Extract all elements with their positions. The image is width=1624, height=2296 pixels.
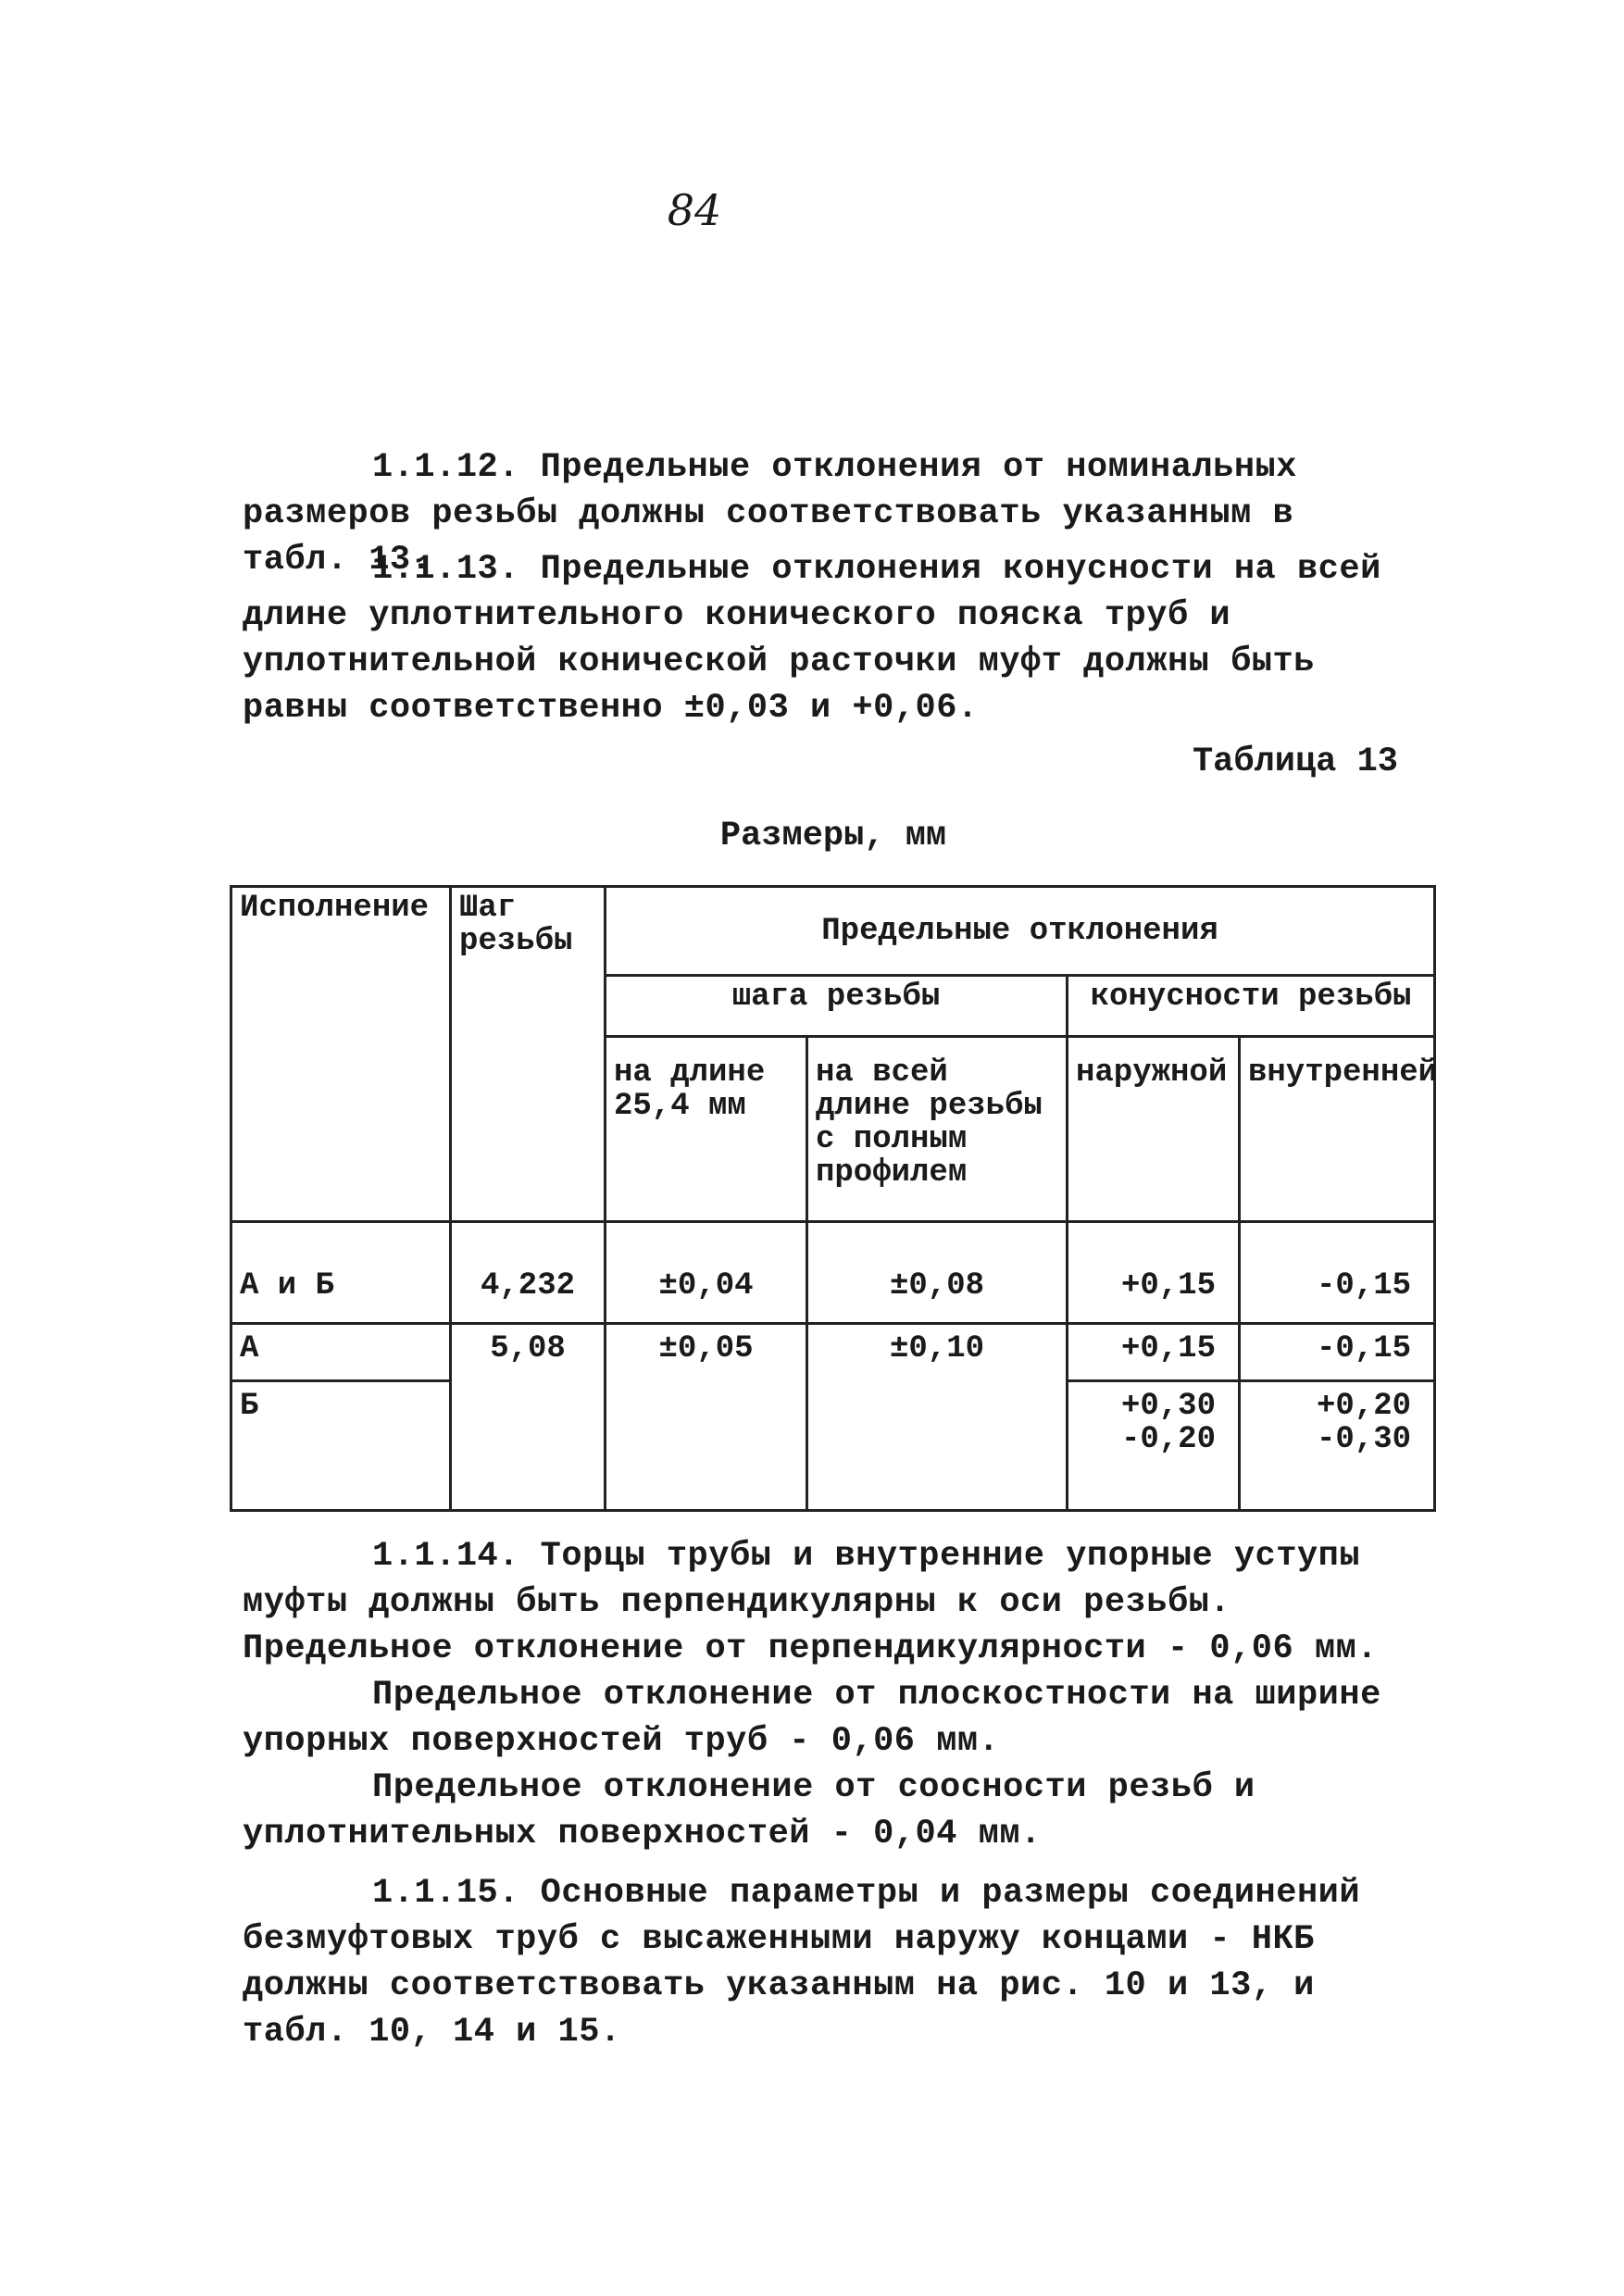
table-header-row-1 [231,887,1435,976]
taper-outer-upper: +0,30 [1120,1389,1216,1424]
header-pitch-group: шага резьбы [606,976,1068,1037]
cell-dev-25-4 [606,1381,807,1511]
cell-execution: Б [231,1381,451,1511]
header-taper-group: конусности резьбы [1068,976,1435,1037]
table-caption: Таблица 13 [1192,742,1398,781]
header-limit-deviations: Предельные отклонения [606,887,1435,976]
cell-pitch [451,1381,606,1511]
cell-pitch: 4,232 [451,1222,606,1324]
page-number: 84 [667,185,722,235]
cell-dev-25-4: ±0,05 [606,1324,807,1381]
table-row [231,1381,1435,1511]
paragraph-coaxiality: Предельное отклонение от соосности резьб и уплотнительных поверхностей - 0,04 мм. [243,1768,1255,1853]
header-pitch-full: на всей длине резьбы с полным профилем [807,1037,1068,1222]
cell-dev-full: ±0,10 [807,1324,1068,1381]
cell-pitch: 5,08 [451,1324,606,1381]
paragraph-1-1-12: 1.1.12. Предельные отклонения от номинальных размеров резьбы должны соответствовать указанным в табл. 13. [243,448,1297,580]
table-row [231,1222,1435,1324]
cell-taper-outer: +0,15 [1068,1324,1240,1381]
cell-dev-full [807,1381,1068,1511]
cell-execution: А [231,1324,451,1381]
header-taper-outer: наружной [1068,1037,1240,1222]
paragraph-flatness: Предельное отклонение от плоскостности на ширине упорных поверхностей труб - 0,06 мм. [243,1676,1381,1761]
cell-taper-inner: -0,15 [1240,1324,1435,1381]
tolerance-table [230,885,1436,1512]
header-pitch-25-4: на длине 25,4 мм [606,1037,807,1222]
taper-outer-lower: -0,20 [1120,1422,1216,1457]
cell-taper-inner [1240,1381,1435,1511]
header-execution: Исполнение [231,887,451,1222]
paragraph-1-1-14: 1.1.14. Торцы трубы и внутренние упорные уступы муфты должны быть перпендикулярны к оси резьбы. Предельное отклонение от перпендикулярности - 0,06 мм. [243,1537,1378,1668]
paragraph-1-1-15: 1.1.15. Основные параметры и размеры соединений безмуфтовых труб с высаженными наружу концами - НКБ должны соответствовать указанным на рис. 10 и 13, и табл. 10, 14 и 15. [243,1874,1361,2052]
header-thread-pitch: Шаг резьбы [451,887,606,1222]
cell-taper-outer [1068,1381,1240,1511]
paragraph-1-1-13: 1.1.13. Предельные отклонения конусности на всей длине уплотнительного конического пояска труб и уплотнительной конической расточки муфт должны быть равны соответственно ±0,03 и +0,06. [243,550,1381,728]
taper-inner-upper: +0,20 [1317,1389,1412,1424]
table-units: Размеры, мм [719,817,947,855]
taper-inner-lower: -0,30 [1317,1422,1412,1457]
cell-dev-25-4: ±0,04 [606,1222,807,1324]
cell-taper-inner: -0,15 [1240,1222,1435,1324]
cell-taper-outer: +0,15 [1068,1222,1240,1324]
header-taper-inner: внутренней [1240,1037,1435,1222]
cell-dev-full: ±0,08 [807,1222,1068,1324]
table-row [231,1324,1435,1381]
cell-execution: А и Б [231,1222,451,1324]
